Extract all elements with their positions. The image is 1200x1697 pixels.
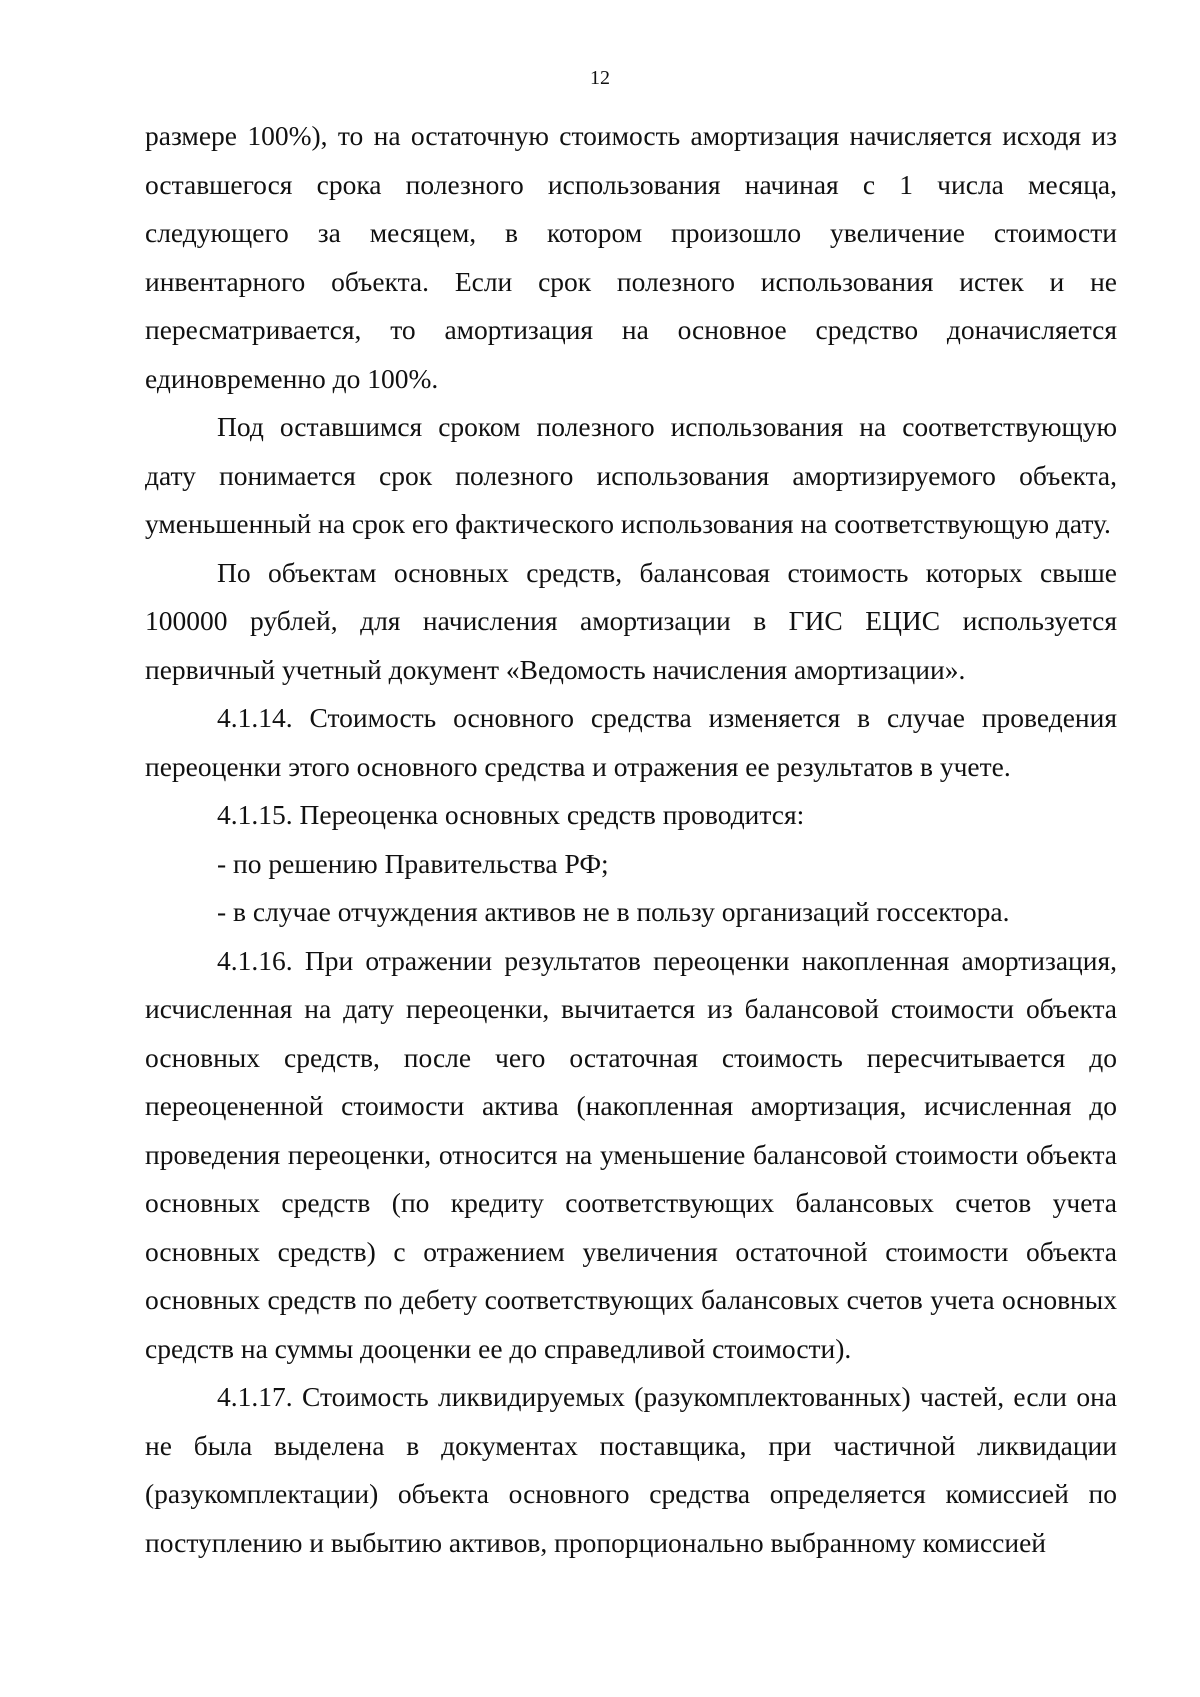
paragraph-section-4-1-14: 4.1.14. Стоимость основного средства изменяется в случае проведения переоценки этого основного средства и отражения ее результатов в учете. <box>145 702 1117 782</box>
paragraph-amortization-statement: По объектам основных средств, балансовая стоимость которых свыше 100000 рублей, для начисления амортизации в ГИС ЕЦИС используется первичный учетный документ «Ведомость начисления амортизации». <box>145 556 1117 685</box>
paragraph-amortization-continuation: размере 100%), то на остаточную стоимость амортизация начисляется исходя из оставшегося срока полезного использования начиная с 1 числа месяца, следующего за месяцем, в котором произошло увеличение стоимости инвентарного объекта. Если срок полезного использования истек и не пересматривается, то амортизация на основное средство доначисляется единовременно до 100%. <box>145 120 1117 394</box>
list-item-government-decision: - по решению Правительства РФ; <box>217 847 609 879</box>
paragraph-section-4-1-15: 4.1.15. Переоценка основных средств проводится: <box>217 799 805 830</box>
paragraph-remaining-useful-life: Под оставшимся сроком полезного использования на соответствующую дату понимается срок полезного использования амортизируемого объекта, уменьшенный на срок его фактического использования на соответствующую дату. <box>145 411 1117 539</box>
paragraph-section-4-1-16: 4.1.16. При отражении результатов переоценки накопленная амортизация, исчисленная на дату переоценки, вычитается из балансовой стоимости объекта основных средств, после чего остаточная стоимость пересчитывается до переоцененной стоимости актива (накопленная амортизация, исчисленная до проведения переоценки, относится на уменьшение балансовой стоимости объекта основных средств (по кредиту соответствующих балансовых счетов учета основных средств) с отражением увеличения остаточной стоимости объекта основных средств по дебету соответствующих балансовых счетов учета основных средств на суммы дооценки ее до справедливой стоимости). <box>145 944 1117 1364</box>
document-body <box>145 112 1117 1567</box>
paragraph-section-4-1-17: 4.1.17. Стоимость ликвидируемых (разукомплектованных) частей, если она не была выделена в документах поставщика, при частичной ликвидации (разукомплектации) объекта основного средства определяется комиссией по поступлению и выбытию активов, пропорционально выбранному комиссией <box>145 1381 1117 1558</box>
page-number: 12 <box>590 67 610 89</box>
list-item-asset-alienation: - в случае отчуждения активов не в пользу организаций госсектора. <box>217 896 1010 927</box>
